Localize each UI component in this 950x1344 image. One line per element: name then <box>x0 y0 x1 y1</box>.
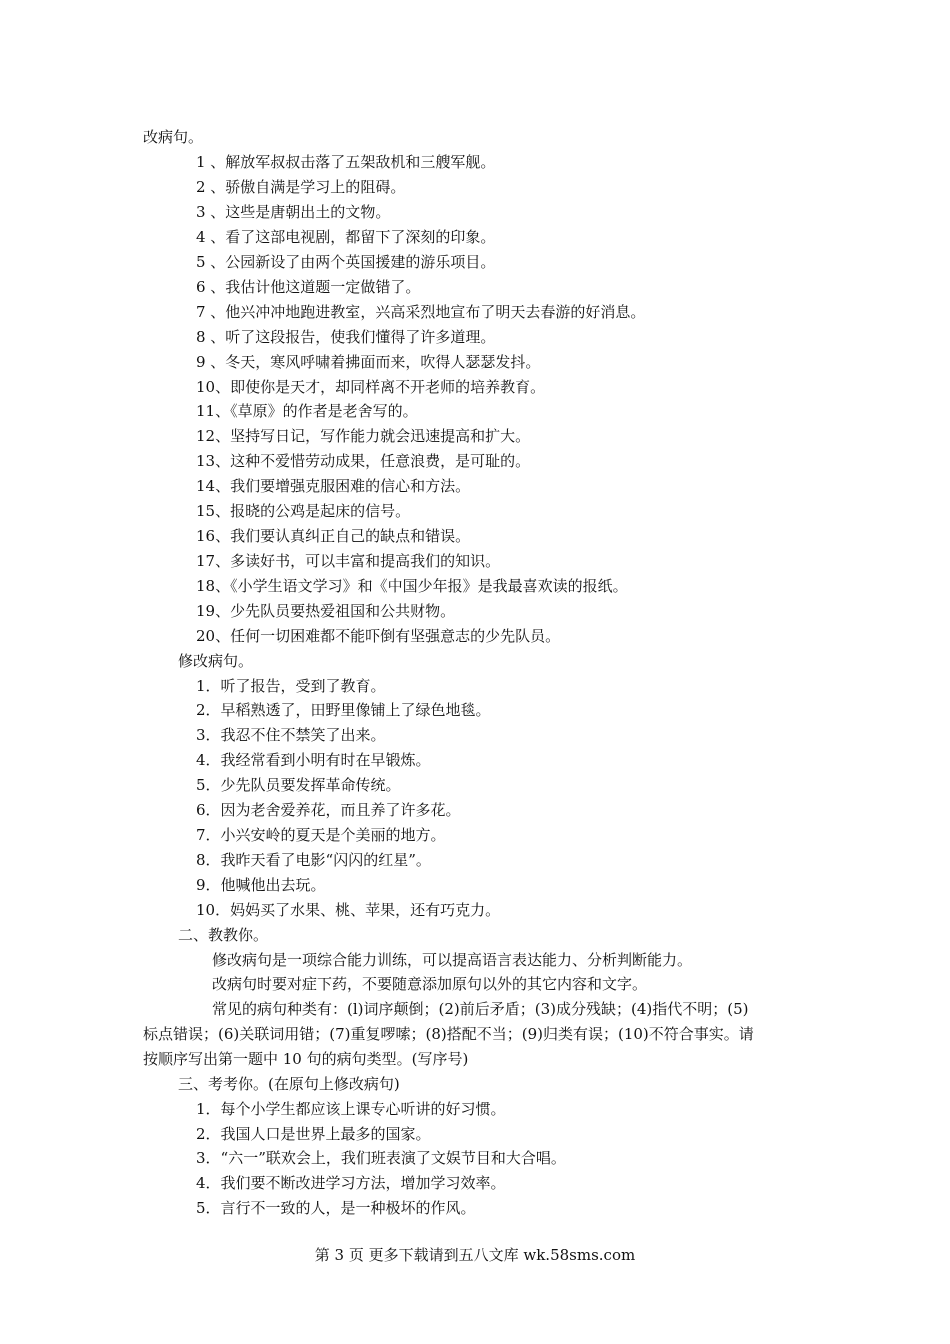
list-item: 7．小兴安岭的夏天是个美丽的地方。 <box>196 826 446 844</box>
list-item: 13、这种不爱惜劳动成果，任意浪费，是可耻的。 <box>196 452 531 470</box>
list-item: 10．妈妈买了水果、桃、苹果，还有巧克力。 <box>196 901 501 919</box>
list-item: 6 、我估计他这道题一定做错了。 <box>196 278 421 296</box>
section-heading: 二、教教你。 <box>178 926 269 944</box>
list-item: 1 、解放军叔叔击落了五架敌机和三艘军舰。 <box>196 153 496 171</box>
paragraph: 标点错误；(6)关联词用错；(7)重复啰嗦；(8)搭配不当；(9)归类有误；(10)不符合事实。请 <box>143 1025 754 1043</box>
list-item: 3．我忍不住不禁笑了出来。 <box>196 726 386 744</box>
list-item: 1．听了报告，受到了教育。 <box>196 677 386 695</box>
list-item: 18、《小学生语文学习》和《中国少年报》是我最喜欢读的报纸。 <box>196 577 628 595</box>
paragraph: 按顺序写出第一题中 10 句的病句类型。(写序号) <box>143 1050 469 1068</box>
list-item: 9 、冬天，寒风呼啸着拂面而来，吹得人瑟瑟发抖。 <box>196 353 541 371</box>
list-item: 12、坚持写日记，写作能力就会迅速提高和扩大。 <box>196 427 531 445</box>
list-item: 5 、公园新设了由两个英国援建的游乐项目。 <box>196 253 496 271</box>
list-item: 7 、他兴冲冲地跑进教室，兴高采烈地宣布了明天去春游的好消息。 <box>196 303 646 321</box>
list-item: 16、我们要认真纠正自己的缺点和错误。 <box>196 527 471 545</box>
list-item: 1．每个小学生都应该上课专心听讲的好习惯。 <box>196 1100 506 1118</box>
list-item: 3 、这些是唐朝出土的文物。 <box>196 203 391 221</box>
list-item: 8．我昨天看了电影“闪闪的红星”。 <box>196 851 431 869</box>
list-item: 19、少先队员要热爱祖国和公共财物。 <box>196 602 456 620</box>
list-item: 5．少先队员要发挥革命传统。 <box>196 776 401 794</box>
list-item: 4．我们要不断改进学习方法，增加学习效率。 <box>196 1174 506 1192</box>
paragraph: 常见的病句种类有：(l)词序颠倒；(2)前后矛盾；(3)成分残缺；(4)指代不明；(5) <box>212 1000 749 1018</box>
page-footer: 第 3 页 更多下载请到五八文库 wk.58sms.com <box>314 1246 636 1264</box>
list-item: 9．他喊他出去玩。 <box>196 876 326 894</box>
list-item: 20、任何一切困难都不能吓倒有坚强意志的少先队员。 <box>196 627 561 645</box>
list-item: 10、即使你是天才，却同样离不开老师的培养教育。 <box>196 378 546 396</box>
paragraph: 改病句时要对症下药，不要随意添加原句以外的其它内容和文字。 <box>212 975 648 993</box>
section-title: 改病句。 <box>143 128 204 146</box>
paragraph: 修改病句是一项综合能力训练，可以提高语言表达能力、分析判断能力。 <box>212 951 693 969</box>
list-item: 17、多读好书，可以丰富和提高我们的知识。 <box>196 552 501 570</box>
list-item: 2 、骄傲自满是学习上的阻碍。 <box>196 178 406 196</box>
section-heading: 三、考考你。(在原句上修改病句) <box>178 1075 400 1093</box>
list-item: 2．早稻熟透了，田野里像铺上了绿色地毯。 <box>196 701 491 719</box>
section-heading: 修改病句。 <box>178 652 254 670</box>
list-item: 6．因为老舍爱养花，而且养了许多花。 <box>196 801 461 819</box>
list-item: 8 、听了这段报告，使我们懂得了许多道理。 <box>196 328 496 346</box>
list-item: 11、《草原》的作者是老舍写的。 <box>196 402 418 420</box>
list-item: 4．我经常看到小明有时在早锻炼。 <box>196 751 431 769</box>
list-item: 14、我们要增强克服困难的信心和方法。 <box>196 477 471 495</box>
list-item: 4 、看了这部电视剧，都留下了深刻的印象。 <box>196 228 496 246</box>
list-item: 15、报晓的公鸡是起床的信号。 <box>196 502 411 520</box>
list-item: 5．言行不一致的人，是一种极坏的作风。 <box>196 1199 476 1217</box>
list-item: 3．“六一”联欢会上，我们班表演了文娱节目和大合唱。 <box>196 1149 566 1167</box>
list-item: 2．我国人口是世界上最多的国家。 <box>196 1125 431 1143</box>
